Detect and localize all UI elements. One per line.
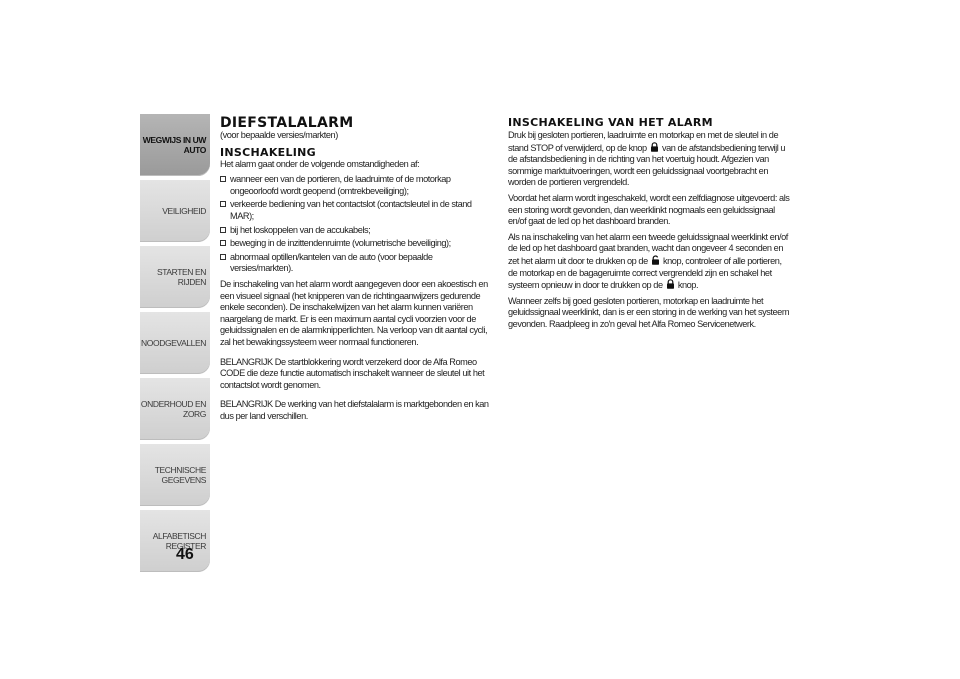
subsection-heading: INSCHAKELING <box>220 145 316 159</box>
tab-noodgevallen[interactable]: NOODGEVALLEN <box>140 312 210 374</box>
checkbox-bullet-icon <box>220 240 226 246</box>
paragraph: BELANGRIJK De startblokkering wordt verzekerd door de Alfa Romeo CODE die deze functie automatisch inschakelt wanneer de sleutel uit het contactslot wordt genomen. <box>220 356 485 390</box>
paragraph: Als na inschakeling van het alarm een tweede geluidssignaal weerklinkt en/of de led op het dashboard gaat branden, wacht dan ongeveer 4 seconden en zet het alarm uit door te drukken op de knop, controleer of alle portieren, de motorkap en de bagageruimte correct vergrendeld zijn en schakel het systeem opnieuw in door te drukken op de knop. <box>508 231 788 291</box>
paragraph: Wanneer zelfs bij goed gesloten portieren, motorkap en laadruimte het geluidssignaal weerklinkt, dan is er een storing in de werking van het systeem gevonden. Raadpleeg in zo'n geval het Alfa Romeo Servicenetwerk. <box>508 295 790 329</box>
tab-alfabetisch-register[interactable]: ALFABETISCH REGISTER <box>140 510 210 572</box>
tab-starten-en-rijden[interactable]: STARTEN EN RIJDEN <box>140 246 210 308</box>
section-title: DIEFSTALALARM <box>220 115 354 131</box>
tab-wegwijs-in-uw-auto[interactable]: WEGWIJS IN UW AUTO <box>140 114 210 176</box>
padlock-icon <box>650 142 659 152</box>
list-item: bij het loskoppelen van de accukabels; <box>220 225 492 237</box>
checkbox-bullet-icon <box>220 227 226 233</box>
right-column <box>508 116 790 335</box>
subsection-heading: INSCHAKELING VAN HET ALARM <box>508 116 713 129</box>
chapter-sidebar <box>140 114 210 576</box>
padlock-icon <box>666 279 675 289</box>
paragraph: De inschakeling van het alarm wordt aangegeven door een akoestisch en een visueel signaal (het knipperen van de richtingaanwijzers gedurende enkele seconden). De inschakelwijzen van het alarm kunnen variëren naargelang de markt. Er is een maximum aantal cycli voorzien voor de geluidssignalen en de alarmknipperlichten. Na verloop van dit aantal cycli, zal het bewakingssysteem weer normaal functioneren. <box>220 278 488 347</box>
checkbox-bullet-icon <box>220 176 226 182</box>
list-item: abnormaal optillen/kantelen van de auto (voor bepaalde versies/markten). <box>220 252 492 275</box>
tab-technische-gegevens[interactable]: TECHNISCHE GEGEVENS <box>140 444 210 506</box>
padlock-open-icon <box>651 255 660 265</box>
paragraph: Druk bij gesloten portieren, laadruimte en motorkap en met de sleutel in de stand STOP of verwijderd, op de knop van de afstandsbediening terwijl u de afstandsbediening in de richting van het voertuig houdt. Afgezien van sommige marktuitvoeringen, wordt een geluidssignaal voortgebracht en worden de portieren vergrendeld. <box>508 130 786 188</box>
section-subtitle: (voor bepaalde versies/markten) <box>220 130 338 140</box>
list-item: verkeerde bediening van het contactslot (contactsleutel in de stand MAR); <box>220 199 492 222</box>
left-column <box>220 116 492 426</box>
tab-veiligheid[interactable]: VEILIGHEID <box>140 180 210 242</box>
paragraph: Voordat het alarm wordt ingeschakeld, wordt een zelfdiagnose uitgevoerd: als een storing wordt gevonden, dan weerklinkt nogmaals een geluidssignaal en/of gaat de led op het dashboard branden. <box>508 192 790 227</box>
list-item: beweging in de inzittendenruimte (volumetrische beveiliging); <box>220 238 492 250</box>
tab-onderhoud-en-zorg[interactable]: ONDERHOUD EN ZORG <box>140 378 210 440</box>
checkbox-bullet-icon <box>220 201 226 207</box>
page-number: 46 <box>176 546 194 563</box>
list-item: wanneer een van de portieren, de laadruimte of de motorkap ongeoorloofd wordt geopend (omtrekbeveiliging); <box>220 174 492 197</box>
checkbox-bullet-icon <box>220 254 226 260</box>
intro-text: Het alarm gaat onder de volgende omstandigheden af: <box>220 158 420 169</box>
alarm-conditions-list <box>220 174 492 275</box>
paragraph: BELANGRIJK De werking van het diefstalalarm is marktgebonden en kan dus per land verschillen. <box>220 399 489 421</box>
